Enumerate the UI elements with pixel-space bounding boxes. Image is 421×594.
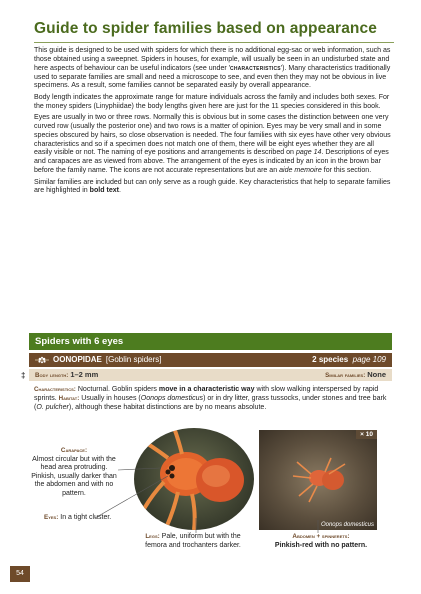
intro-p1-text-a: This guide is designed to be used with spiders for which there is no additional egg-sac or web information, such as those obtained using a sweepnet. Spiders in houses, for example, will usually be seen in an undisturbed state and here aspects of behaviour can be useful indicators (see under ' [34,47,391,72]
family-name: OONOPIDAE [53,355,102,364]
intro-p3-italic: aide memoire [279,167,322,175]
intro-p4-bold: bold text [89,187,120,195]
page-title: Guide to spider families based on appearance [34,20,394,43]
eyes-label: Eyes: [44,514,59,521]
intro-paragraph-2: Body length indicates the approximate range for mature individuals across the family and includes both sexes. For the money spiders (Linyphiidae) the body lengths given here are just for the 11 species considered in this book. [34,93,390,110]
page-14-link[interactable]: page 14 [295,149,322,157]
abdomen-text: Pinkish-red with no pattern. [274,541,368,549]
intro-p3-text-c: for this section. [321,167,372,175]
intro-p1-text-b: '). Many characteristics traditionally used to separate families are small and need a microscope to see, and even then they may not be obvious in live specimens. As a result, some families cannot be separated easily by overall appearance. [34,64,391,90]
magnification-badge: × 10 [356,430,377,439]
carapace-text: Almost circular but with the head area protruding. Pinkish, usually darker than the abdomen and with no pattern. [31,455,117,497]
body-length-value: 1–2 mm [70,370,99,379]
intro-p3-text-b: . Descriptions of eyes and carapaces are as viewed from above. The arrangement of the eyes is indicated by an icon in the brown bar before the family name. The icons are not accurate representations but are an [34,149,389,175]
char-text-c: with slow walking interspersed by rapid sprints. [34,386,379,402]
eyes-text: In a tight cluster. [58,514,112,521]
legs-text: Pale, uniform but with the femora and trochanters darker. [145,533,241,549]
intro-p3-text-a: Eyes are usually in two or three rows. Normally this is obvious but in some cases the distinction between one very curved row (usually the posterior one) and two rows is a matter of opinion. Eyes may be very small and in some species obscured by hairs, so close observation is needed. The four families with six eyes have other very obvious characteristics and so if a specimen does not match one of them, there will be eight eyes whether they are all easily visible or not. The naming of eye positions and arrangements is described on [34,114,391,157]
legs-label: Legs: [145,533,160,540]
family-common-name: [Goblin spiders] [105,355,162,364]
photo-caption: Oonops domesticus [320,522,374,528]
species-name-domesticus: Oonops domesticus [140,394,204,402]
char-text-f: ) or in dry litter, grass tussocks, under stones and tree bark ( [34,394,387,411]
carapace-label: Carapace: [60,447,88,454]
abdomen-annotation [262,533,380,550]
legs-annotation [134,533,252,550]
char-text-a: Nocturnal. Goblin spiders [75,386,159,393]
char-text-d: Usually in houses ( [79,394,141,402]
intro-p1-smallcaps: characteristics [230,64,281,72]
page-number: 54 [10,566,30,582]
similar-families-value: None [367,370,386,379]
intro-p4-text-c: . [119,187,121,195]
char-bold: move in a characteristic way [158,386,255,393]
char-text-h: ), although these habitat distinctions are by no means absolute. [68,403,267,411]
intro-p4-text-a: Similar families are included but can only serve as a rough guide. Key characteristics that help to separate families are highlighted in [34,178,391,195]
species-count: 2 species [312,355,349,364]
eyes-annotation [44,514,111,521]
characteristics-label: Characteristics: [34,386,76,393]
carapace-annotation [29,447,119,499]
habitat-label: Habitat: [58,394,80,402]
body-length-label: Body length: [35,372,69,379]
side-marker: ‡ [21,371,26,380]
species-name-pulcher: O. pulcher [36,403,69,411]
similar-families-label: Similar families: [325,372,366,379]
species-page-link[interactable]: page 109 [352,355,386,364]
abdomen-label: Abdomen + spinnerets: [292,533,350,540]
section-header: Spiders with 6 eyes [29,333,392,350]
